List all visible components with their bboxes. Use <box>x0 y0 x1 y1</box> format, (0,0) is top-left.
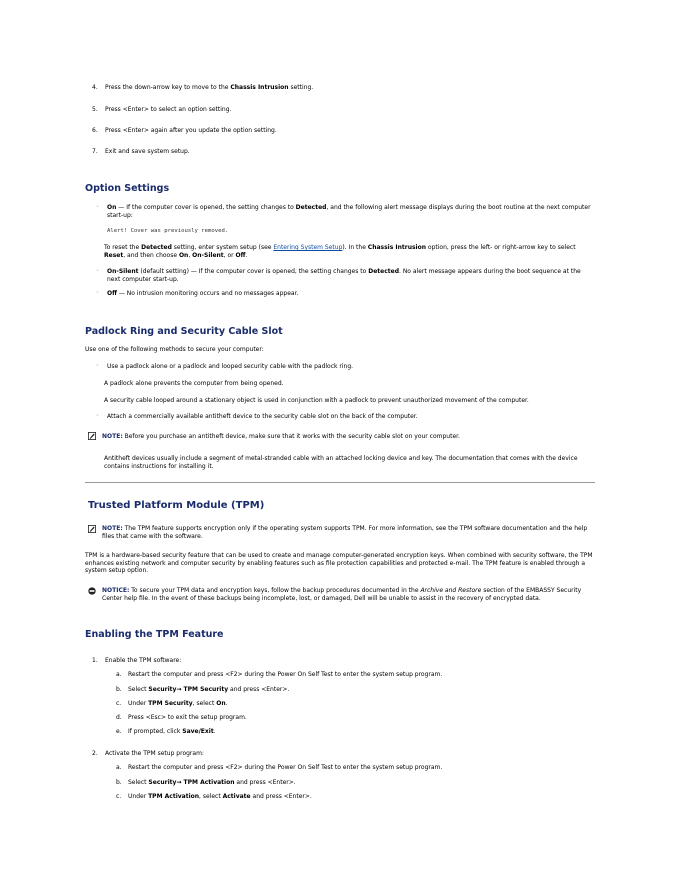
substep-1e: e. If prompted, click Save/Exit. <box>116 728 216 735</box>
entering-system-setup-link[interactable]: Entering System Setup <box>273 244 343 251</box>
tpm-note: NOTE: The TPM feature supports encryption only if the operating system supports TPM. For more information, see the TPM software documentation and the help files that came with the software. <box>102 525 588 540</box>
heading-tpm: Trusted Platform Module (TPM) <box>88 500 265 511</box>
substep-2c: c. Under TPM Activation, select Activate and press <Enter>. <box>116 793 312 800</box>
bullet-marker: ◦ <box>96 363 99 369</box>
bullet-marker: ◦ <box>96 268 99 274</box>
security-cable-text: A security cable looped around a stationary object is used in conjunction with a padlock to prevent unauthorized movement of the computer. <box>104 397 529 404</box>
note-icon <box>88 525 96 533</box>
reset-paragraph: To reset the Detected setting, enter system setup (see Entering System Setup). In the Chassis Intrusion option, press the left- or right-arrow key to select Reset, and then choose On, On-Silent, or Off. <box>104 244 576 259</box>
bullet-marker: ◦ <box>96 413 99 419</box>
padlock-intro: Use one of the following methods to secure your computer: <box>85 346 264 353</box>
substep-2a: a. Restart the computer and press <F2> during the Power On Self Test to enter the system setup program. <box>116 764 443 771</box>
enable-step-2: 2. Activate the TPM setup program: <box>92 750 204 757</box>
substep-1b: b. Select Security→ TPM Security and press <Enter>. <box>116 686 290 693</box>
bullet-marker: ◦ <box>96 290 99 296</box>
substep-2b: b. Select Security→ TPM Activation and press <Enter>. <box>116 779 296 786</box>
heading-padlock: Padlock Ring and Security Cable Slot <box>85 326 283 337</box>
antitheft-paragraph: Antitheft devices usually include a segment of metal-stranded cable with an attached locking device and key. The documentation that comes with the device contains instructions for installing it. <box>104 455 578 470</box>
step-7: 7. Exit and save system setup. <box>92 148 190 155</box>
step-4: 4. Press the down-arrow key to move to the Chassis Intrusion setting. <box>92 84 314 91</box>
padlock-alone-text: A padlock alone prevents the computer from being opened. <box>104 380 284 387</box>
step-6: 6. Press <Enter> again after you update the option setting. <box>92 127 277 134</box>
substep-1d: d. Press <Esc> to exit the setup program. <box>116 714 247 721</box>
step-5: 5. Press <Enter> to select an option setting. <box>92 106 232 113</box>
note-icon <box>88 432 96 440</box>
notice-icon <box>88 587 96 595</box>
padlock-note: NOTE: Before you purchase an antitheft device, make sure that it works with the security cable slot on your computer. <box>102 433 460 440</box>
alert-message: Alert! Cover was previously removed. <box>107 228 229 234</box>
substep-1a: a. Restart the computer and press <F2> during the Power On Self Test to enter the system setup program. <box>116 671 443 678</box>
enable-step-1: 1. Enable the TPM software: <box>92 657 182 664</box>
section-divider <box>85 482 595 483</box>
bullet-marker: ◦ <box>96 204 99 210</box>
heading-enabling-tpm: Enabling the TPM Feature <box>85 629 224 640</box>
tpm-body: TPM is a hardware-based security feature that can be used to create and manage computer-generated encryption keys. When combined with security software, the TPM enhances existing network and computer security by enabling features such as file protection capabilities and protected e-mail. The TPM feature is enabled through a system setup option. <box>85 552 593 574</box>
heading-option-settings: Option Settings <box>85 183 170 194</box>
tpm-notice: NOTICE: To secure your TPM data and encryption keys, follow the backup procedures documented in the Archive and Restore section of the EMBASSY Security Center help file. In the event of these backups being incomplete, lost, or damaged, Dell will be unable to assist in the recovery of encrypted data. <box>102 587 582 602</box>
substep-1c: c. Under TPM Security, select On. <box>116 700 228 707</box>
